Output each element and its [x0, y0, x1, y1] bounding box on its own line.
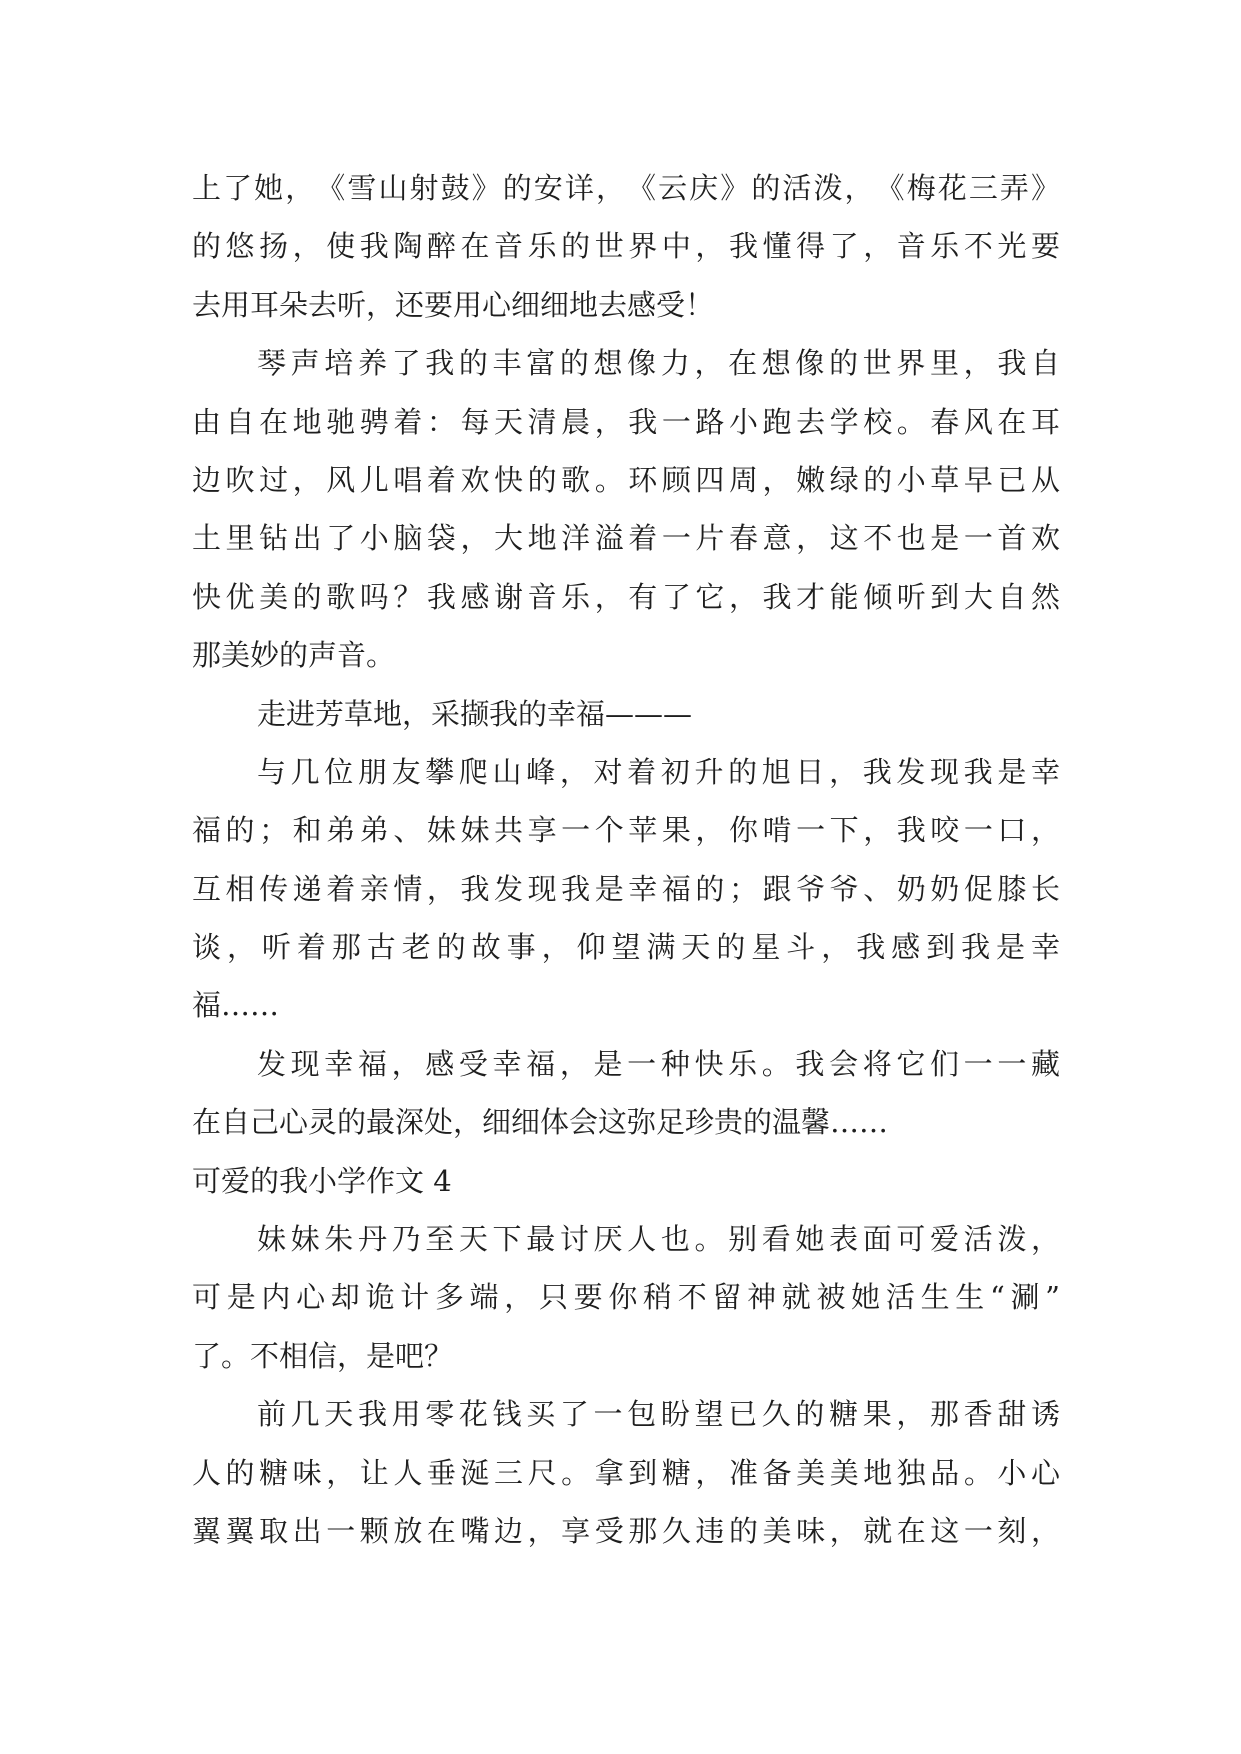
section-title: 可爱的我小学作文 4 [192, 1163, 452, 1198]
text-line: 与几位朋友攀爬山峰，对着初升的旭日，我发现我是幸 [257, 754, 1060, 789]
text-line: 翼翼取出一颗放在嘴边，享受那久违的美味，就在这一刻， [192, 1513, 1060, 1548]
text-line: 边吹过，风儿唱着欢快的歌。环顾四周，嫩绿的小草早已从 [192, 462, 1060, 497]
essay-section [192, 159, 1060, 1152]
text-line: 快优美的歌吗？我感谢音乐，有了它，我才能倾听到大自然 [192, 579, 1060, 614]
text-line: 上了她，《雪山射鼓》的安详，《云庆》的活泼，《梅花三弄》 [192, 171, 1060, 205]
text-line: 福的；和弟弟、妹妹共享一个苹果，你啃一下，我咬一口， [192, 813, 1060, 848]
text-line: 由自在地驰骋着：每天清晨，我一路小跑去学校。春风在耳 [192, 404, 1060, 439]
text-line: 人的糖味，让人垂涎三尺。拿到糖，准备美美地独品。小心 [192, 1455, 1060, 1490]
text-line: 琴声培养了我的丰富的想像力，在想像的世界里，我自 [257, 346, 1060, 381]
text-line: 福…… [192, 988, 280, 1023]
paragraph [192, 685, 1060, 743]
paragraph [192, 1210, 1060, 1385]
text-line: 了。不相信，是吧？ [192, 1338, 454, 1373]
paragraph [192, 1035, 1060, 1152]
text-line: 谈，听着那古老的故事，仰望满天的星斗，我感到我是幸 [192, 930, 1060, 965]
paragraph [192, 334, 1060, 684]
text-line: 发现幸福，感受幸福，是一种快乐。我会将它们一一藏 [257, 1046, 1060, 1081]
paragraph [192, 1385, 1060, 1560]
text-line: 的悠扬，使我陶醉在音乐的世界中，我懂得了，音乐不光要 [192, 229, 1060, 264]
text-line: 去用耳朵去听，还要用心细细地去感受！ [192, 287, 715, 322]
text-line: 妹妹朱丹乃至天下最讨厌人也。别看她表面可爱活泼， [257, 1222, 1060, 1257]
text-line: 那美妙的声音。 [192, 638, 396, 673]
text-line: 在自己心灵的最深处，细细体会这弥足珍贵的温馨…… [192, 1105, 889, 1140]
paragraph [192, 159, 1060, 334]
document-body [192, 159, 1060, 1560]
paragraph [192, 743, 1060, 1035]
essay-section [192, 1152, 1060, 1561]
text-line: 土里钻出了小脑袋，大地洋溢着一片春意，这不也是一首欢 [192, 521, 1060, 556]
text-line: 互相传递着亲情，我发现我是幸福的；跟爷爷、奶奶促膝长 [192, 871, 1060, 906]
text-line: 可是内心却诡计多端，只要你稍不留神就被她活生生“涮” [192, 1280, 1060, 1315]
text-line: 前几天我用零花钱买了一包盼望已久的糖果，那香甜诱 [257, 1397, 1060, 1432]
text-line: 走进芳草地，采撷我的幸福——— [257, 696, 693, 731]
